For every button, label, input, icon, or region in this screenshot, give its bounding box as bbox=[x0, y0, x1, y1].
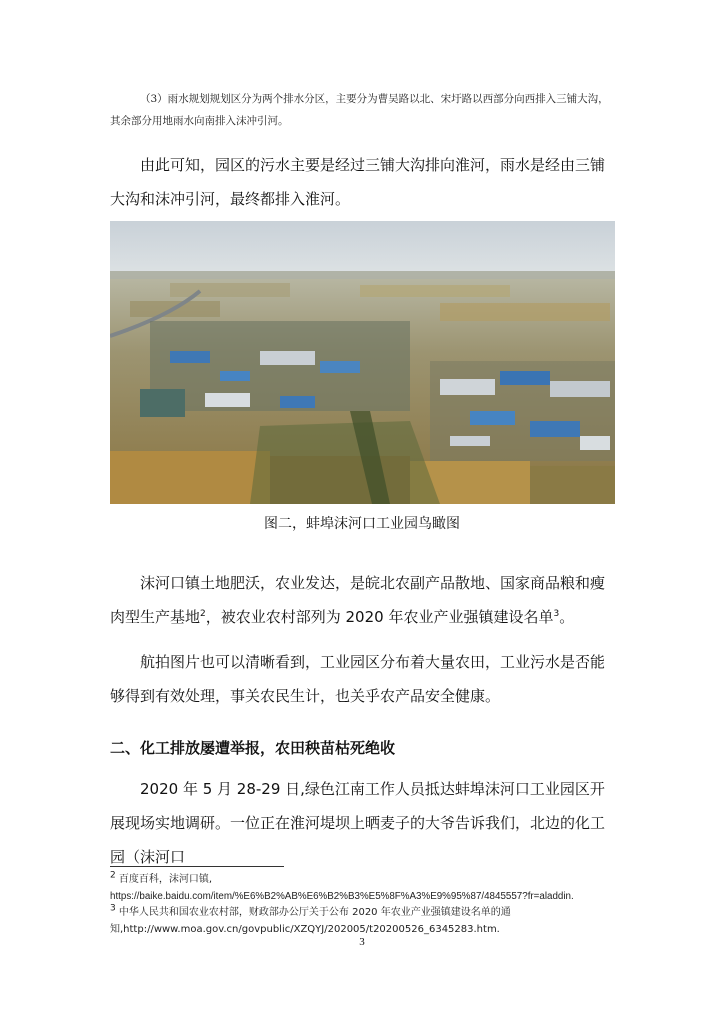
quoted-plan-paragraph: （3）雨水规划规划区分为两个排水分区，主要分为曹吴路以北、宋圩路以西部分向西排入三铺大沟，其余部分用地雨水向南排入沫冲引河。 bbox=[110, 93, 609, 127]
footnote-item bbox=[110, 905, 615, 938]
footnote-number: 2 bbox=[110, 870, 116, 881]
footnote-url-link[interactable]: https://baike.baidu.com/item/%E6%B2%AB%E6%B2%B3%E5%8F%A3%E9%95%87/4845557?fr=aladdin. bbox=[110, 890, 574, 902]
footnote-text: 百度百科，沫河口镇, bbox=[118, 874, 213, 885]
summary-paragraph: 由此可知，园区的污水主要是经过三铺大沟排向淮河，雨水是经由三铺大沟和沫冲引河，最终都排入淮河。 bbox=[110, 156, 606, 208]
aerial-photo bbox=[110, 221, 615, 504]
town-paragraph bbox=[110, 566, 615, 634]
town-text-3: 。 bbox=[559, 608, 575, 626]
footnotes bbox=[110, 872, 615, 938]
page-number: 3 bbox=[359, 936, 365, 948]
footnote-text: 中华人民共和国农业农村部，财政部办公厅关于公布 2020 年农业产业强镇建设名单的通知,http://www.moa.gov.cn/govpublic/XZQYJ/202005/t20200526_6345283.htm. bbox=[110, 907, 511, 935]
footnote-ref: 2 bbox=[200, 609, 206, 619]
footnote-number: 3 bbox=[110, 903, 116, 914]
section-heading: 二、化工排放屡遭举报，农田秧苗枯死绝收 bbox=[110, 739, 396, 757]
aerial-paragraph: 航拍图片也可以清晰看到，工业园区分布着大量农田，工业污水是否能够得到有效处理，事关农民生计，也关乎农产品安全健康。 bbox=[110, 653, 606, 705]
figure-caption: 图二，蚌埠沫河口工业园鸟瞰图 bbox=[264, 516, 460, 532]
footnote-item bbox=[110, 872, 615, 889]
footnote-ref: 3 bbox=[553, 609, 560, 619]
footnote-divider bbox=[110, 866, 284, 867]
town-text-1: 沫河口镇土地肥沃，农业发达，是皖北农副产品散地、国家商品粮和瘦肉型生产基地 bbox=[110, 574, 606, 626]
town-text-2: ，被农业农村部列为 2020 年农业产业强镇建设名单 bbox=[205, 608, 554, 626]
survey-paragraph: 2020 年 5 月 28-29 日,绿色江南工作人员抵达蚌埠沫河口工业园区开展现场实地调研。一位正在淮河堤坝上晒麦子的大爷告诉我们，北边的化工园（沫河口 bbox=[110, 780, 606, 866]
